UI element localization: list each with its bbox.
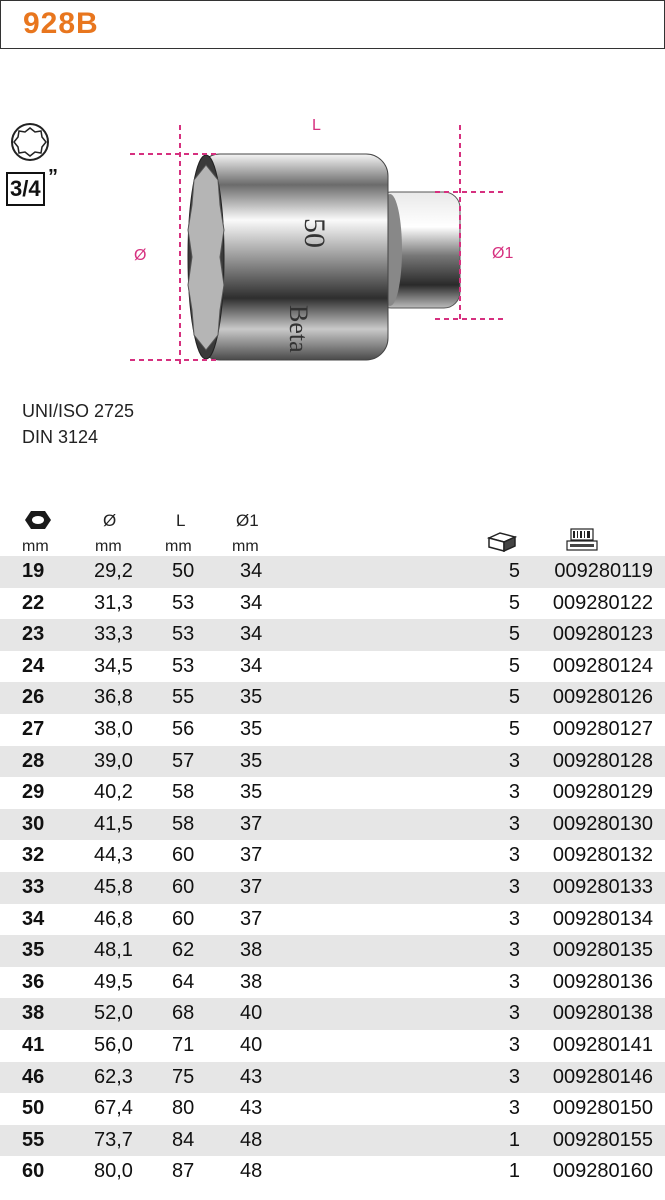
cell-size: 32	[22, 844, 45, 867]
cell-article-code: 009280128	[552, 749, 653, 772]
cell-quantity: 3	[508, 939, 520, 962]
unit-diameter1: mm	[232, 538, 259, 555]
cell-diameter: 52,0	[94, 1002, 133, 1025]
cell-diameter1: 35	[240, 749, 263, 772]
cell-article-code: 009280150	[552, 1097, 653, 1120]
cell-quantity: 3	[508, 907, 520, 930]
cell-diameter1: 38	[240, 939, 263, 962]
cell-length: 60	[172, 844, 195, 867]
cell-quantity: 3	[508, 970, 520, 993]
header-diameter: Ø	[103, 511, 117, 530]
cell-quantity: 5	[508, 623, 520, 646]
cell-article-code: 009280124	[552, 654, 653, 677]
cell-diameter: 49,5	[94, 970, 133, 993]
dimension-label-length: L	[312, 117, 321, 134]
cell-quantity: 5	[508, 560, 520, 582]
product-code: 928B	[23, 7, 99, 40]
header-diameter1: Ø1	[236, 511, 259, 530]
cell-length: 56	[172, 717, 195, 740]
cell-length: 84	[172, 1128, 195, 1151]
cell-size: 41	[22, 1033, 45, 1056]
cell-size: 60	[22, 1160, 45, 1183]
table-row	[0, 967, 665, 999]
cell-size: 27	[22, 717, 45, 740]
unit-length: mm	[165, 538, 192, 555]
cell-diameter: 36,8	[94, 686, 133, 709]
standards-list	[22, 398, 134, 450]
cell-diameter1: 34	[240, 654, 263, 677]
standard-din: DIN 3124	[22, 427, 99, 447]
cell-length: 68	[172, 1002, 195, 1025]
cell-quantity: 3	[508, 781, 520, 804]
cell-size: 38	[22, 1002, 45, 1025]
unit-size: mm	[22, 538, 49, 555]
cell-length: 87	[172, 1160, 195, 1183]
table-row	[0, 1093, 665, 1125]
cell-length: 53	[172, 623, 195, 646]
table-row	[0, 1030, 665, 1062]
table-row	[0, 935, 665, 967]
cell-diameter1: 48	[240, 1160, 263, 1183]
cell-diameter: 46,8	[94, 907, 133, 930]
cell-diameter1: 43	[240, 1065, 263, 1088]
cell-length: 75	[172, 1065, 195, 1088]
cell-size: 50	[22, 1097, 45, 1120]
standard-iso: UNI/ISO 2725	[22, 401, 135, 421]
cell-diameter: 62,3	[94, 1065, 133, 1088]
cell-size: 28	[22, 749, 45, 772]
table-row	[0, 556, 665, 588]
title-bar	[0, 0, 665, 49]
table-row	[0, 682, 665, 714]
cell-diameter: 31,3	[94, 591, 133, 614]
cell-length: 80	[172, 1097, 195, 1120]
product-table	[0, 556, 665, 1188]
dimension-label-diameter: Ø	[134, 247, 147, 264]
cell-length: 55	[172, 686, 195, 709]
cell-diameter1: 34	[240, 560, 263, 582]
cell-length: 58	[172, 781, 195, 804]
cell-length: 50	[172, 560, 195, 582]
table-row	[0, 651, 665, 683]
cell-diameter: 29,2	[94, 560, 133, 582]
cell-diameter: 56,0	[94, 1033, 133, 1056]
cell-diameter1: 35	[240, 781, 263, 804]
cell-diameter: 48,1	[94, 939, 133, 962]
cell-diameter: 38,0	[94, 717, 133, 740]
unit-diameter: mm	[95, 538, 122, 555]
cell-size: 36	[22, 970, 45, 993]
cell-quantity: 3	[508, 1033, 520, 1056]
inch-mark: ”	[48, 166, 58, 188]
socket-size-engraving: 50	[298, 218, 331, 248]
cell-size: 55	[22, 1128, 45, 1151]
cell-diameter: 45,8	[94, 875, 133, 898]
socket-brand-engraving: Beta	[284, 305, 313, 353]
cell-diameter1: 37	[240, 812, 263, 835]
cell-size: 19	[22, 560, 45, 582]
cell-diameter1: 35	[240, 717, 263, 740]
cell-diameter: 67,4	[94, 1097, 133, 1120]
cell-article-code: 009280133	[552, 875, 653, 898]
cell-diameter: 80,0	[94, 1160, 133, 1183]
cell-diameter: 39,0	[94, 749, 133, 772]
cell-diameter1: 40	[240, 1002, 263, 1025]
cell-diameter1: 37	[240, 907, 263, 930]
cell-article-code: 009280129	[552, 781, 653, 804]
cell-length: 60	[172, 907, 195, 930]
table-row	[0, 619, 665, 651]
cell-diameter1: 34	[240, 623, 263, 646]
barcode-icon	[565, 528, 599, 552]
cell-article-code: 009280122	[552, 591, 653, 614]
cell-size: 34	[22, 907, 45, 930]
cell-size: 30	[22, 812, 45, 835]
cell-length: 58	[172, 812, 195, 835]
table-row	[0, 777, 665, 809]
table-row	[0, 1062, 665, 1094]
table-row	[0, 1125, 665, 1157]
table-row	[0, 1156, 665, 1188]
cell-diameter1: 43	[240, 1097, 263, 1120]
cell-diameter: 33,3	[94, 623, 133, 646]
cell-length: 57	[172, 749, 195, 772]
cell-article-code: 009280135	[552, 939, 653, 962]
cell-size: 46	[22, 1065, 45, 1088]
cell-size: 33	[22, 875, 45, 898]
cell-length: 60	[172, 875, 195, 898]
table-row	[0, 746, 665, 778]
cell-quantity: 3	[508, 749, 520, 772]
cell-article-code: 009280126	[552, 686, 653, 709]
table-row	[0, 714, 665, 746]
table-row	[0, 872, 665, 904]
cell-article-code: 009280123	[552, 623, 653, 646]
cell-length: 62	[172, 939, 195, 962]
cell-quantity: 1	[508, 1128, 520, 1151]
cell-article-code: 009280138	[552, 1002, 653, 1025]
cell-diameter1: 35	[240, 686, 263, 709]
twelve-point-socket-icon	[8, 120, 53, 165]
cell-quantity: 3	[508, 1065, 520, 1088]
cell-size: 29	[22, 781, 45, 804]
cell-article-code: 009280155	[552, 1128, 653, 1151]
cell-size: 35	[22, 939, 45, 962]
table-row	[0, 904, 665, 936]
cell-diameter: 44,3	[94, 844, 133, 867]
cell-article-code: 009280127	[552, 717, 653, 740]
table-row	[0, 840, 665, 872]
cell-size: 26	[22, 686, 45, 709]
cell-article-code: 009280141	[552, 1033, 653, 1056]
cell-diameter: 40,2	[94, 781, 133, 804]
table-row	[0, 809, 665, 841]
cell-length: 71	[172, 1033, 195, 1056]
cell-quantity: 5	[508, 717, 520, 740]
cell-article-code: 009280130	[552, 812, 653, 835]
socket-illustration	[130, 110, 510, 380]
cell-diameter: 34,5	[94, 654, 133, 677]
cell-article-code: 009280136	[552, 970, 653, 993]
cell-article-code: 009280134	[552, 907, 653, 930]
cell-diameter1: 37	[240, 844, 263, 867]
cell-diameter: 41,5	[94, 812, 133, 835]
package-box-icon	[486, 530, 518, 552]
cell-article-code: 009280119	[554, 560, 653, 582]
cell-article-code: 009280132	[552, 844, 653, 867]
cell-quantity: 3	[508, 812, 520, 835]
header-length: L	[176, 511, 186, 530]
drive-size-badge: 3/4	[6, 172, 45, 206]
nut-icon	[24, 509, 52, 531]
dimension-label-diameter1: Ø1	[492, 245, 514, 262]
cell-quantity: 3	[508, 1002, 520, 1025]
cell-size: 22	[22, 591, 45, 614]
cell-diameter1: 48	[240, 1128, 263, 1151]
cell-size: 23	[22, 623, 45, 646]
cell-quantity: 5	[508, 591, 520, 614]
cell-quantity: 3	[508, 1097, 520, 1120]
table-row	[0, 998, 665, 1030]
cell-article-code: 009280146	[552, 1065, 653, 1088]
cell-quantity: 5	[508, 686, 520, 709]
cell-article-code: 009280160	[552, 1160, 653, 1183]
cell-diameter1: 40	[240, 1033, 263, 1056]
cell-quantity: 3	[508, 875, 520, 898]
cell-length: 53	[172, 654, 195, 677]
cell-quantity: 1	[508, 1160, 520, 1183]
cell-length: 64	[172, 970, 195, 993]
cell-quantity: 3	[508, 844, 520, 867]
cell-diameter1: 38	[240, 970, 263, 993]
cell-quantity: 5	[508, 654, 520, 677]
cell-diameter1: 34	[240, 591, 263, 614]
cell-length: 53	[172, 591, 195, 614]
cell-diameter1: 37	[240, 875, 263, 898]
table-row	[0, 588, 665, 620]
cell-diameter: 73,7	[94, 1128, 133, 1151]
cell-size: 24	[22, 654, 45, 677]
